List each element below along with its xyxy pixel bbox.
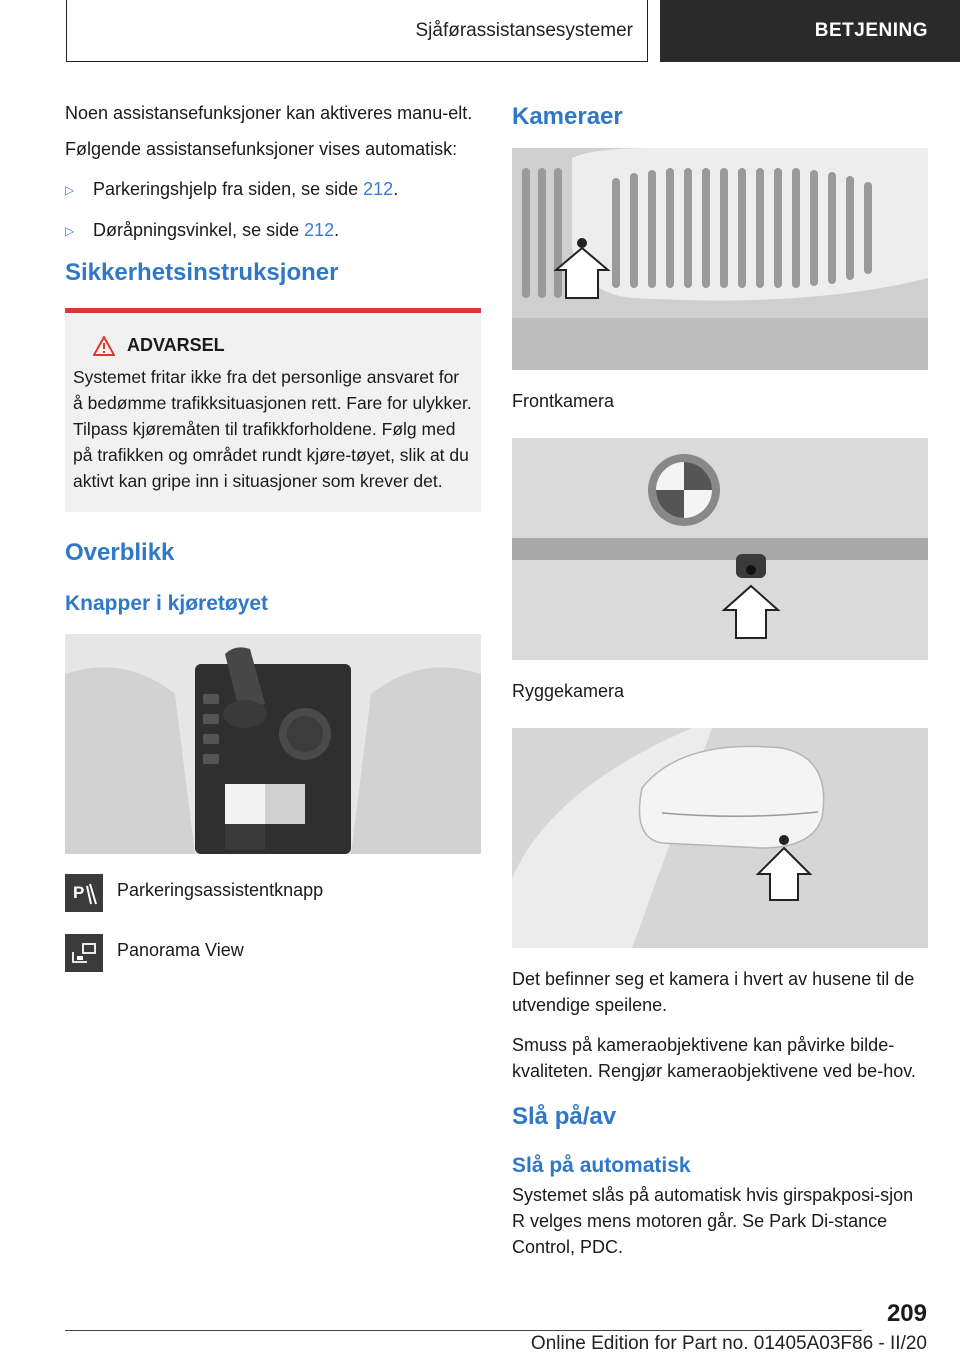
- warning-triangle-icon: [93, 336, 115, 356]
- footer-edition: Online Edition for Part no. 01405A03F86 - II/20: [530, 1333, 927, 1354]
- triangle-bullet-icon: ▷: [65, 224, 75, 238]
- page-number: 209: [886, 1300, 927, 1327]
- mirror-camera-photo: [512, 728, 928, 948]
- rear-camera-photo: [512, 438, 928, 660]
- auto-paragraph: Systemet slås på automatisk hvis girspakposi-sjon R velges mens motoren går. Se Park Di-stance Control, PDC.: [512, 1185, 914, 1257]
- mirror-camera-caption: Det befinner seg et kamera i hvert av husene til de utvendige speilene.: [512, 969, 915, 1015]
- buttons-heading: Knapper i kjøretøyet: [65, 592, 269, 615]
- front-camera-caption: Frontkamera: [512, 391, 615, 411]
- header-section-title: Sjåførassistansesystemer: [415, 19, 633, 41]
- intro-paragraph-2: Følgende assistansefunksjoner vises automatisk:: [65, 139, 458, 159]
- parking-assistant-icon: [65, 874, 103, 912]
- header-chapter-title: BETJENING: [814, 20, 928, 41]
- rear-camera-illustration: [512, 438, 928, 660]
- page-reference-link[interactable]: 212: [363, 179, 394, 199]
- list-item: [65, 934, 481, 972]
- rear-camera-caption: Ryggekamera: [512, 681, 625, 701]
- svg-text:P: P: [73, 883, 85, 902]
- onoff-heading: Slå på/av: [512, 1103, 617, 1130]
- warning-box: [65, 308, 481, 512]
- warning-header: [93, 335, 473, 356]
- center-console-illustration: [65, 634, 481, 854]
- page-reference-link[interactable]: 212: [304, 220, 335, 240]
- front-camera-illustration: [512, 148, 928, 370]
- left-column: [65, 100, 481, 994]
- center-console-photo: [65, 634, 481, 854]
- overview-heading: Overblikk: [65, 539, 175, 566]
- panorama-view-icon: [65, 934, 103, 972]
- button-legend: [65, 874, 481, 972]
- header-chapter-tab: [660, 0, 960, 62]
- footer-divider: [65, 1330, 862, 1331]
- header-section-tab: [66, 0, 648, 62]
- list-item: ▷ Parkeringshjelp fra siden, se side 212.: [65, 176, 481, 203]
- function-list: [65, 176, 481, 244]
- safety-heading: Sikkerhetsinstruksjoner: [65, 259, 339, 286]
- warning-title: ADVARSEL: [127, 335, 225, 355]
- warning-text: Systemet fritar ikke fra det personlige ansvaret for å bedømme trafikksituasjonen rett. Fare for ulykker. Tilpass kjøremåten til trafikkforholdene. Følg med på trafikken og området rundt kjøre-tøyet, slik at du aktivt kan gripe inn i situasjoner som krever det.: [73, 367, 472, 491]
- mirror-camera-illustration: [512, 728, 928, 948]
- panorama-view-label: Panorama View: [117, 940, 244, 960]
- dirt-paragraph: Smuss på kameraobjektivene kan påvirke bilde-kvaliteten. Rengjør kameraobjektivene ved be-hov.: [512, 1035, 916, 1081]
- intro-paragraph-1: Noen assistansefunksjoner kan aktiveres manu-elt.: [65, 103, 473, 123]
- front-camera-photo: [512, 148, 928, 370]
- cameras-heading: Kameraer: [512, 103, 623, 130]
- list-item: ▷ Døråpningsvinkel, se side 212.: [65, 217, 481, 244]
- auto-heading: Slå på automatisk: [512, 1154, 691, 1177]
- triangle-bullet-icon: ▷: [65, 183, 75, 197]
- right-column: [512, 100, 928, 1270]
- parking-assistant-label: Parkeringsassistentknapp: [117, 880, 324, 900]
- list-item: [65, 874, 481, 912]
